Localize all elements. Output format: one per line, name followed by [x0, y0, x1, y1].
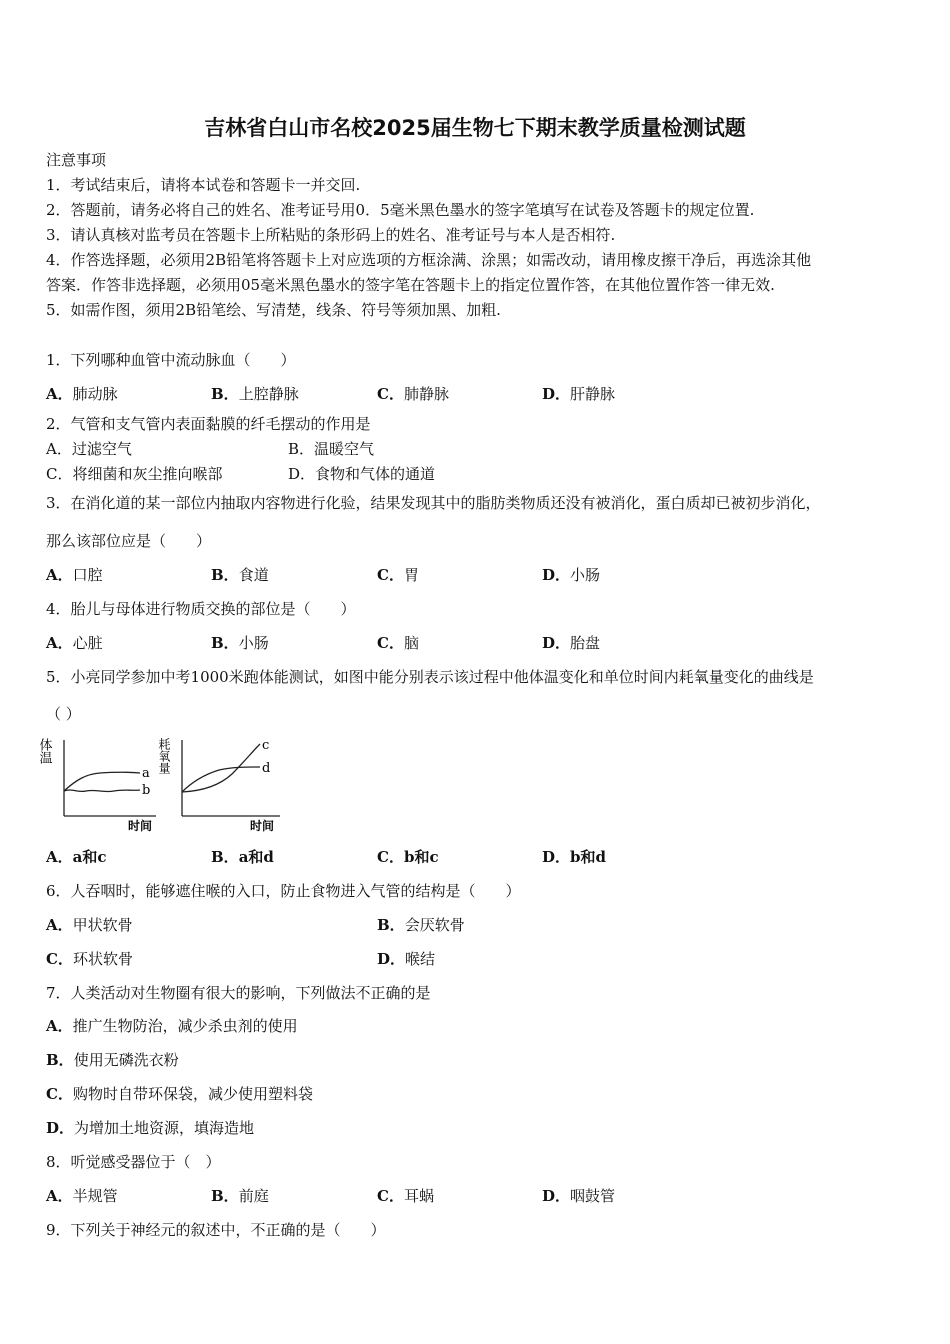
- q2-option-c: C．将细菌和灰尘推向喉部: [46, 465, 223, 483]
- notice-heading: 注意事项: [46, 151, 107, 169]
- q2-option-a: A．过滤空气: [46, 440, 132, 458]
- q8-option-b: B．前庭: [211, 1187, 269, 1205]
- question-6-stem: 6．人吞咽时，能够遮住喉的入口，防止食物进入气管的结构是（ ）: [46, 882, 521, 900]
- left-graph-x-label: 时间: [128, 819, 153, 833]
- q8-option-d: D．咽鼓管: [542, 1187, 616, 1205]
- q4-option-d: D．胎盘: [542, 634, 601, 652]
- q5-option-b: B．a和d: [211, 848, 274, 866]
- question-9-stem: 9．下列关于神经元的叙述中，不正确的是（ ）: [46, 1221, 386, 1239]
- notice-item: 3．请认真核对监考员在答题卡上所粘贴的条形码上的姓名、准考证号与本人是否相符.: [46, 226, 616, 244]
- q3-option-a: A．口腔: [46, 566, 103, 584]
- q7-option-a: A．推广生物防治，减少杀虫剂的使用: [46, 1017, 298, 1035]
- curve-c: [182, 744, 260, 792]
- curve-b: [64, 790, 140, 792]
- q7-option-b: B．使用无磷洗衣粉: [46, 1051, 179, 1069]
- question-3-stem-continued: 那么该部位应是（ ）: [46, 532, 212, 550]
- q1-option-c: C．肺静脉: [377, 385, 449, 403]
- q1-option-d: D．肝静脉: [542, 385, 616, 403]
- left-graph-y-label: 体温: [36, 738, 52, 764]
- curve-d: [182, 767, 260, 792]
- question-8-stem: 8．听觉感受器位于（ ）: [46, 1153, 221, 1171]
- q3-option-b: B．食道: [211, 566, 269, 584]
- curve-label-b: b: [142, 783, 151, 798]
- question-7-stem: 7．人类活动对生物圈有很大的影响，下列做法不正确的是: [46, 984, 431, 1002]
- right-graph-y-label: 耗氧量: [157, 738, 171, 774]
- q4-option-c: C．脑: [377, 634, 419, 652]
- q2-option-d: D．食物和气体的通道: [288, 465, 436, 483]
- q5-option-c: C．b和c: [377, 848, 439, 866]
- question-5-stem: 5．小亮同学参加中考1000米跑体能测试，如图中能分别表示该过程中他体温变化和单位时间内耗氧量变化的曲线是: [46, 668, 814, 686]
- notice-item: 5．如需作图，须用2B铅笔绘、写清楚，线条、符号等须加黑、加粗.: [46, 301, 501, 319]
- q6-option-d: D．喉结: [377, 950, 436, 968]
- q7-option-c: C．购物时自带环保袋，减少使用塑料袋: [46, 1085, 313, 1103]
- q7-option-d: D．为增加土地资源，填海造地: [46, 1119, 255, 1137]
- question-4-stem: 4．胎儿与母体进行物质交换的部位是（ ）: [46, 600, 356, 618]
- right-graph-x-label: 时间: [250, 819, 275, 833]
- q4-option-a: A．心脏: [46, 634, 103, 652]
- curve-label-a: a: [142, 766, 150, 781]
- question-5-stem-continued: （ ）: [46, 705, 81, 723]
- question-3-stem: 3．在消化道的某一部位内抽取内容物进行化验，结果发现其中的脂肪类物质还没有被消化，蛋白质却已被初步消化，: [46, 494, 821, 512]
- question-2-stem: 2．气管和支气管内表面黏膜的纤毛摆动的作用是: [46, 415, 371, 433]
- q1-option-b: B．上腔静脉: [211, 385, 299, 403]
- notice-item: 4．作答选择题，必须用2B铅笔将答题卡上对应选项的方框涂满、涂黑；如需改动，请用橡皮擦干净后，再选涂其他: [46, 251, 812, 269]
- q2-option-b: B．温暖空气: [288, 440, 375, 458]
- q8-option-c: C．耳蜗: [377, 1187, 434, 1205]
- q5-option-a: A．a和c: [46, 848, 107, 866]
- question-1-stem: 1．下列哪种血管中流动脉血（ ）: [46, 351, 296, 369]
- notice-item: 答案．作答非选择题，必须用05毫米黑色墨水的签字笔在答题卡上的指定位置作答，在其他位置作答一律无效.: [46, 276, 775, 294]
- oxygen-consumption-graph: [157, 736, 284, 833]
- curve-label-c: c: [262, 738, 270, 753]
- q3-option-d: D．小肠: [542, 566, 601, 584]
- q6-option-c: C．环状软骨: [46, 950, 133, 968]
- q8-option-a: A．半规管: [46, 1187, 118, 1205]
- body-temperature-graph: [36, 736, 159, 833]
- notice-item: 2．答题前，请务必将自己的姓名、准考证号用0．5毫米黑色墨水的签字笔填写在试卷及答题卡的规定位置.: [46, 201, 755, 219]
- page-title: 吉林省白山市名校2025届生物七下期末教学质量检测试题: [204, 116, 746, 140]
- notice-item: 1．考试结束后，请将本试卷和答题卡一并交回.: [46, 176, 361, 194]
- curve-label-d: d: [262, 761, 271, 776]
- q3-option-c: C．胃: [377, 566, 419, 584]
- q4-option-b: B．小肠: [211, 634, 269, 652]
- q6-option-b: B．会厌软骨: [377, 916, 465, 934]
- q6-option-a: A．甲状软骨: [46, 916, 133, 934]
- q1-option-a: A．肺动脉: [46, 385, 118, 403]
- curve-a: [64, 772, 140, 791]
- q5-option-d: D．b和d: [542, 848, 606, 866]
